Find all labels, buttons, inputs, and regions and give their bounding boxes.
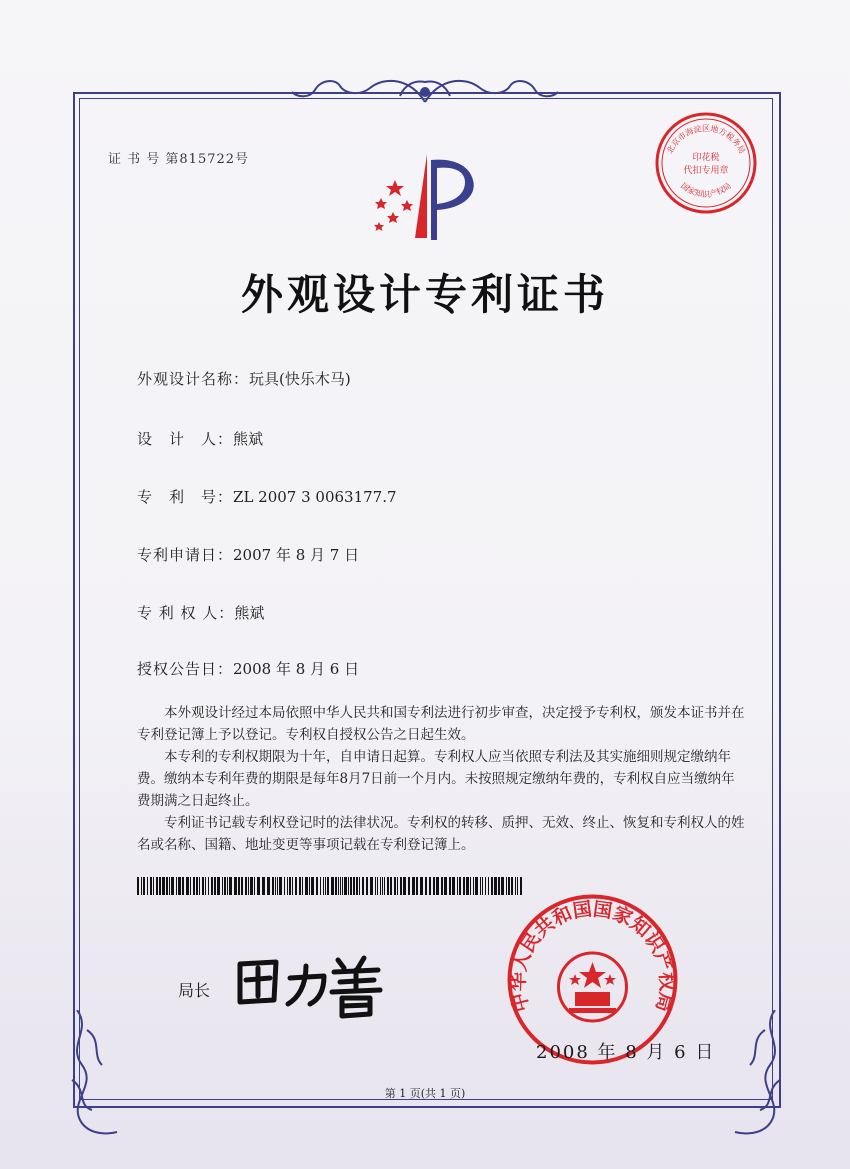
field-patentee [137, 602, 264, 623]
tax-seal [653, 110, 759, 216]
barcode-bar [224, 877, 226, 895]
barcode-bar [466, 877, 469, 895]
barcode-bar [156, 877, 158, 895]
barcode-bar [287, 877, 288, 895]
barcode-bar [342, 877, 343, 895]
barcode-bar [485, 877, 486, 895]
barcode-bar [397, 877, 398, 895]
field-value: 熊斌 [234, 604, 265, 622]
field-label: 专 利 权 人： [137, 604, 235, 622]
barcode-bar [279, 877, 282, 895]
field-design-name [137, 368, 351, 389]
field-patent-number [137, 486, 397, 507]
barcode-bar [338, 877, 339, 895]
tax-seal-inner-line1: 印花税 [692, 153, 720, 163]
barcode-bar [257, 877, 260, 895]
barcode-bar [362, 877, 364, 895]
tax-seal-arc-text: 北京市海淀区地方税务局 [665, 124, 747, 156]
field-label: 专利申请日： [137, 546, 234, 564]
barcode-bar [382, 877, 383, 895]
barcode-bar [384, 877, 385, 895]
barcode-bar [325, 877, 326, 895]
barcode-bar [416, 877, 418, 895]
field-label: 外观设计名称： [137, 370, 250, 388]
barcode-bar [380, 877, 381, 895]
barcode-bar [190, 877, 191, 895]
barcode-bar [501, 877, 504, 895]
barcode-bar [344, 877, 347, 895]
barcode-bar [403, 877, 406, 895]
barcode-bar [199, 877, 200, 895]
barcode-bar [250, 877, 253, 895]
patent-office-logo-icon [365, 150, 485, 245]
barcode-bar [436, 877, 439, 895]
director-signature [228, 942, 388, 1022]
field-label: 专 利 号： [137, 488, 234, 506]
issue-date: 2008 年 8 月 6 日 [536, 1042, 716, 1063]
barcode-bar [459, 877, 461, 895]
barcode-bar [305, 877, 308, 895]
barcode-bar [359, 877, 360, 895]
barcode-bar [331, 877, 334, 895]
barcode-bar [457, 877, 458, 895]
barcode-bar [316, 877, 318, 895]
barcode-bar [272, 877, 274, 895]
barcode-bar [480, 877, 481, 895]
barcode-bar [171, 877, 174, 895]
barcode-bar [176, 877, 177, 895]
barcode-bar [482, 877, 483, 895]
barcode-bar [254, 877, 255, 895]
field-value: 玩具(快乐木马) [249, 370, 351, 388]
svg-text:国家知识产权局 [679, 181, 733, 199]
barcode-bar [222, 877, 223, 895]
barcode-bar [267, 877, 270, 895]
top-ornament [290, 68, 560, 108]
barcode-bar [425, 877, 427, 895]
field-label: 设 计 人： [137, 430, 234, 448]
barcode-bar [441, 877, 443, 895]
seal-arc-text: 中华人民共和国国家知识产权局 [507, 898, 678, 1015]
barcode-bar [196, 877, 198, 895]
barcode-bar [227, 877, 228, 895]
barcode-bar [147, 877, 148, 895]
barcode-bar [217, 877, 220, 895]
barcode-bar [245, 877, 247, 895]
barcode-bar [238, 877, 240, 895]
barcode-bar [387, 877, 389, 895]
barcode-bar [394, 877, 396, 895]
barcode-bar [241, 877, 243, 895]
barcode-bar [182, 877, 184, 895]
certificate-title: 外观设计专利证书 [240, 270, 609, 319]
barcode-bar [375, 877, 376, 895]
barcode-bar [211, 877, 213, 895]
barcode-bar [292, 877, 293, 895]
tax-seal-bottom-text: 国家知识产权局 [679, 181, 733, 199]
field-grant-date [137, 658, 359, 679]
barcode-bar [302, 877, 303, 895]
barcode-bar [284, 877, 285, 895]
barcode-bar [400, 877, 402, 895]
barcode-bar [208, 877, 209, 895]
barcode-bar [137, 877, 139, 895]
barcode-bar [408, 877, 410, 895]
barcode-bar [494, 877, 497, 895]
body-paragraph: 本外观设计经过本局依照中华人民共和国专利法进行初步审查，决定授予专利权，颁发本证书并在专利登记簿上予以登记。专利权自授权公告之日起生效。 [137, 705, 745, 743]
barcode-bar [229, 877, 232, 895]
barcode-bar [377, 877, 378, 895]
bottom-left-ornament [62, 1010, 122, 1140]
barcode-bar [488, 877, 489, 895]
barcode-bar [234, 877, 237, 895]
barcode-bar [166, 877, 168, 895]
barcode-bar [429, 877, 431, 895]
barcode-bar [214, 877, 216, 895]
body-paragraph: 本专利的专利权期限为十年，自申请日起算。专利权人应当依照专利法及其实施细则规定缴纳年费。缴纳本专利年费的期限是每年8月7日前一个月内。未按照规定缴纳年费的，专利权自应当缴纳年费期满之日起终止。 [137, 749, 735, 809]
barcode-bar [248, 877, 249, 895]
barcode-bar [169, 877, 170, 895]
field-value: 熊斌 [233, 430, 264, 448]
tax-seal-inner-line2: 代扣专用章 [683, 166, 729, 176]
barcode-bar [153, 877, 154, 895]
barcode-bar [433, 877, 435, 895]
barcode-bar [150, 877, 152, 895]
barcode-bar [335, 877, 337, 895]
certificate-number [108, 148, 249, 167]
barcode-bar [275, 877, 276, 895]
page-number: 第 1 页(共 1 页) [384, 1087, 466, 1100]
certificate-number-label: 证 书 号 [108, 152, 161, 167]
barcode-bar [449, 877, 451, 895]
barcode-bar [186, 877, 189, 895]
barcode-bar [159, 877, 161, 895]
barcode-bar [141, 877, 142, 895]
barcode-bar [470, 877, 471, 895]
barcode-bar [205, 877, 206, 895]
barcode-bar [323, 877, 324, 895]
barcode-bar [353, 877, 355, 895]
barcode-bar [350, 877, 352, 895]
barcode-bar [299, 877, 301, 895]
barcode-bar [452, 877, 455, 895]
certificate-body [137, 702, 747, 856]
barcode-bar [420, 877, 423, 895]
svg-text:北京市海淀区地方税务局 [664, 123, 746, 155]
barcode-bar [498, 877, 500, 895]
field-application-date [137, 544, 359, 565]
field-designer [137, 428, 263, 449]
field-value: 2007 年 8 月 7 日 [233, 546, 360, 564]
barcode-bar [491, 877, 493, 895]
field-value: 2008 年 8 月 6 日 [233, 660, 360, 678]
barcode-bar [178, 877, 181, 895]
barcode-bar [366, 877, 368, 895]
barcode-bar [327, 877, 329, 895]
barcode-bar [277, 877, 278, 895]
barcode-bar [262, 877, 265, 895]
barcode-bar [340, 877, 341, 895]
barcode-bar [162, 877, 165, 895]
barcode-bar [311, 877, 314, 895]
barcode-bar [356, 877, 358, 895]
barcode-bar [202, 877, 204, 895]
barcode-bar [412, 877, 415, 895]
director-label: 局长 [178, 981, 211, 1000]
body-paragraph: 专利证书记载专利权登记时的法律状况。专利权的转移、质押、无效、终止、恢复和专利权人的姓名或名称、国籍、地址变更等事项记载在专利登记簿上。 [137, 815, 745, 853]
barcode-bar [463, 877, 465, 895]
barcode-bar [309, 877, 310, 895]
barcode-bar [320, 877, 321, 895]
field-value: ZL 2007 3 0063177.7 [233, 488, 397, 506]
certificate-number-value: 第815722号 [165, 152, 250, 167]
barcode-bar [295, 877, 297, 895]
barcode-bar [370, 877, 373, 895]
barcode-bar [348, 877, 349, 895]
field-label: 授权公告日： [137, 660, 234, 678]
barcode-bar [143, 877, 145, 895]
barcode-bar [193, 877, 195, 895]
barcode-bar [473, 877, 474, 895]
barcode-bar [390, 877, 392, 895]
bottom-right-ornament [730, 1010, 790, 1140]
barcode-bar [475, 877, 478, 895]
barcode-bar [444, 877, 447, 895]
barcode [137, 877, 522, 895]
barcode-bar [289, 877, 291, 895]
